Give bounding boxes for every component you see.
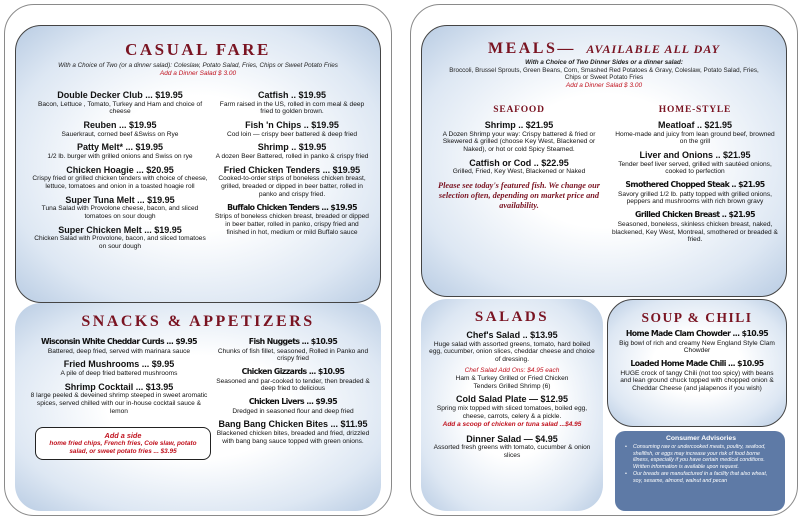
chili-desc: HUGE crock of tangy Chili (not too spicy) with beans and lean ground chuck topped with chopped onion & Cheddar Cheese (and jalapenos if you wish) <box>620 369 774 393</box>
salads-list <box>421 326 603 460</box>
soup-chili-panel <box>607 299 787 427</box>
meals-sides: Broccoli, Brussel Sprouts, Green Beans, Corn, Smashed Red Potatoes & Gravy, Coleslaw, Potato Salad, Fries, Chips or Sweet Potato Fries <box>449 66 759 82</box>
casual-fare-panel <box>15 25 381 303</box>
left-menu-page <box>4 4 392 516</box>
dinner-salad-name: Dinner Salad — $4.95 <box>466 433 558 444</box>
menu-item: Double Decker Club ... $19.95 Bacon, Lettuce , Tomato, Turkey and Ham and choice of cheese <box>37 90 203 116</box>
add-side-box <box>35 427 211 460</box>
meals-panel <box>421 25 787 297</box>
meals-add-salad: Add a Dinner Salad $ 3.00 <box>565 81 643 89</box>
cold-salad-add: Add a scoop of chicken or tuna salad ...$4.95 <box>442 420 582 428</box>
menu-item: Chicken Livers ... $9.95 Dredged in seasoned flour and deep fried <box>232 397 354 415</box>
chili-name: Loaded Home Made Chili ... $10.95 <box>630 359 764 369</box>
menu-item: Super Tuna Melt ... $19.95 Tuna Salad with Provolone cheese, bacon, and sliced tomatoes on sour dough <box>41 194 199 221</box>
menu-item: Fried Mushrooms ... $9.95 A pile of deep fried battered mushrooms <box>60 359 178 377</box>
chef-salad-addons: Ham & Turkey Grilled or Fried Chicken Tenders Grilled Shrimp (6) <box>455 374 569 390</box>
seafood-column <box>434 105 604 211</box>
snacks-panel <box>15 303 381 511</box>
menu-item: Fried Chicken Tenders ... $19.95 Cooked-to-order strips of boneless chicken breast, grilled, breaded or dipped in beer batter, rolled in panko and crispy fried. <box>218 164 366 198</box>
advisories-title: Consumer Advisories <box>665 435 736 442</box>
advisory-item: • Consuming raw or undercooked meats, poultry, seafood, shellfish, or eggs may increase your risk of food borne illness, especially if you have certain medical conditions. Written information is available upon request. <box>625 444 777 470</box>
menu-item: Shrimp Cocktail ... $13.95 8 large peeled & deveined shrimp steeped in sweet aromatic spices, served chilled with our in-house cocktail sauce & lemon <box>30 381 208 415</box>
meals-subtitle: With a Choice of Two Dinner Sides or a dinner salad: <box>525 59 683 66</box>
soup-list <box>608 326 786 393</box>
consumer-advisories <box>615 431 785 511</box>
menu-item: Bang Bang Chicken Bites ... $11.95 Blackened chicken bites, breaded and fried, drizzled with bang bang sauce topped with green onions. <box>216 419 370 445</box>
snacks-title: SNACKS & APPETIZERS <box>81 313 315 330</box>
menu-item: Meatloaf .. $21.95 Home-made and juicy from lean ground beef, browned on the grill <box>615 120 775 146</box>
meals-title: MEALS— <box>487 40 576 57</box>
menu-item: Chicken Gizzards ... $10.95 Seasoned and par-cooked to tender, then breaded & deep fried to delicious <box>216 367 370 393</box>
casual-fare-subtitle: With a Choice of Two (or a dinner salad): Coleslaw, Potato Salad, Fries, Chips or Sweet Potato Fries <box>58 62 338 69</box>
meals-availability: AVAILABLE ALL DAY <box>586 42 721 56</box>
soup-chili-title: SOUP & CHILI <box>641 310 753 325</box>
chef-salad-addons-title: Chef Salad Add Ons: $4.95 each <box>464 366 560 374</box>
menu-item: Shrimp .. $19.95 A dozen Beer Battered, rolled in panko & crispy fried <box>215 142 369 160</box>
chef-salad-name: Chef's Salad .. $13.95 <box>466 330 558 340</box>
snacks-right-column <box>215 337 371 450</box>
salads-panel <box>421 299 603 511</box>
menu-item: Buffalo Chicken Tenders ... $19.95 Strips of boneless chicken breast, breaded or dipped in beer batter, rolled in panko, crispy fried and finished in hot, medium or mild Buffalo sauce <box>215 202 369 236</box>
menu-item: Fish 'n Chips .. $19.95 Cod loin — crispy beer battered & deep fried <box>226 120 358 138</box>
clam-chowder-desc: Big bowl of rich and creamy New England Style Clam Chowder <box>619 339 775 355</box>
menu-item: Catfish .. $19.95 Farm raised in the US, rolled in corn meal & deep fried to golden brown. <box>219 90 365 116</box>
advisories-list <box>625 444 777 484</box>
advisory-item: • Our breads are manufactured in a facility that also wheat, soy, sesame, almond, walnut and pecan <box>625 471 777 484</box>
add-side-text: home fried chips, French fries, Cole slaw, potato salad, or sweet potato fries ... $3.95 <box>49 440 197 455</box>
menu-item: Super Chicken Melt ... $19.95 Chicken Salad with Provolone, bacon, and sliced tomatoes on sour dough <box>34 224 206 251</box>
chef-salad-desc: Huge salad with assorted greens, tomato, hard boiled egg, cucumber, onion slices, cheddar cheese and choice of dressing. <box>429 340 595 364</box>
salads-title: SALADS <box>474 309 550 325</box>
menu-item: Chicken Hoagie ... $20.95 Crispy fried or grilled chicken tenders with choice of cheese, lettuce, tomatoes and onion in a toasted hoagie roll <box>32 164 208 190</box>
casual-left-column <box>30 90 210 255</box>
cold-salad-desc: Spring mix topped with sliced tomatoes, boiled egg, cheese, carrots, celery & a pickle. <box>436 404 588 420</box>
casual-add-salad: Add a Dinner Salad $ 3.00 <box>159 69 237 77</box>
menu-item: Liver and Onions .. $21.95 Tender beef liver served, grilled with sautéed onions, cooked to perfection <box>618 150 772 176</box>
homestyle-column <box>612 105 778 248</box>
casual-fare-title: CASUAL FARE <box>125 40 271 59</box>
menu-item: Wisconsin White Cheddar Curds ... $9.95 Battered, deep fried, served with marinara sauce <box>40 337 198 355</box>
menu-item: Shrimp .. $21.95 A Dozen Shrimp your way: Crispy battered & fried or Skewered & grilled (choose Key West, Blackened or Naked), or hot or cold Spicy Steamed. <box>442 120 596 154</box>
menu-item: Fish Nuggets ... $10.95 Chunks of fish fillet, seasoned, Rolled in Panko and crispy fried <box>217 337 369 363</box>
right-menu-page <box>410 4 798 516</box>
menu-item: Grilled Chicken Breast .. $21.95 Seasoned, boneless, skinless chicken breast, naked, blackened, Key West, Montreal, smothered or breaded & fried. <box>612 210 778 244</box>
menu-item: Catfish or Cod .. $22.95 Grilled, Fried, Key West, Blackened or Naked <box>452 157 586 176</box>
menu-item: Reuben ... $19.95 Sauerkraut, corned beef &Swiss on Rye <box>61 120 179 138</box>
featured-fish-note: Please see today's featured fish. We change our selection often, depending on market price and availability. <box>438 181 600 211</box>
casual-right-column <box>214 90 370 240</box>
menu-item: Patty Melt* ... $19.95 1/2 lb. burger with grilled onions and Swiss on rye <box>47 142 193 160</box>
add-side-title: Add a side <box>104 431 142 440</box>
clam-chowder-name: Home Made Clam Chowder ... $10.95 <box>625 329 769 338</box>
cold-salad-name: Cold Salad Plate — $12.95 <box>455 394 569 405</box>
dinner-salad-desc: Assorted fresh greens with tomato, cucumber & onion slices <box>433 444 591 459</box>
snacks-left-column <box>29 337 209 419</box>
homestyle-heading: HOME-STYLE <box>658 105 732 115</box>
seafood-heading: SEAFOOD <box>493 105 545 115</box>
meals-header <box>422 40 786 58</box>
menu-item: Smothered Chopped Steak .. $21.95 Savory grilled 1/2 lb. patty topped with grilled onions, peppers and mushrooms with rich brown gravy <box>618 180 772 206</box>
